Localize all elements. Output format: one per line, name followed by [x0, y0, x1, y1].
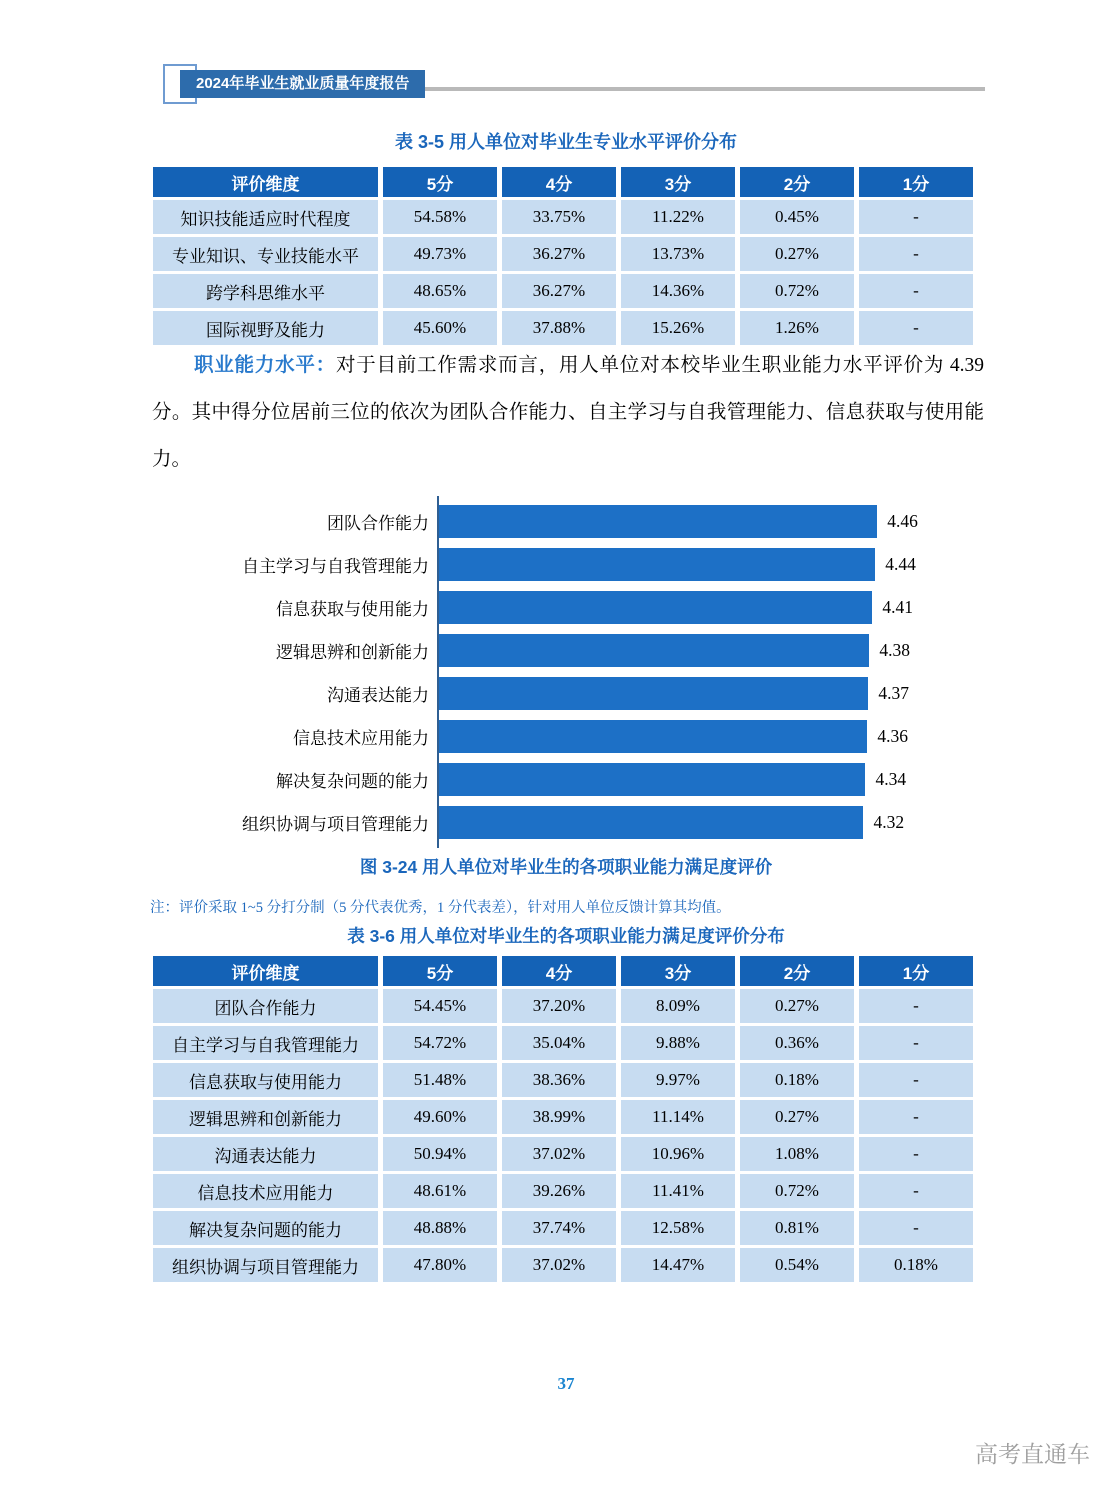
row-label: 跨学科思维水平	[153, 274, 378, 308]
row-label: 团队合作能力	[153, 989, 378, 1023]
chart-value-label: 4.32	[873, 812, 905, 832]
cell-value: 0.27%	[740, 1100, 854, 1134]
cell-value: 0.18%	[859, 1248, 973, 1282]
chart-bar-area	[439, 634, 910, 667]
table-row	[153, 1211, 973, 1245]
cell-value: 39.26%	[502, 1174, 616, 1208]
chart-category-label: 解决复杂问题的能力	[276, 772, 429, 791]
table-3-6-title: 表 3-6 用人单位对毕业生的各项职业能力满足度评价分布	[347, 926, 785, 946]
page-number: 37	[557, 1374, 575, 1393]
chart-bar-area	[439, 505, 918, 538]
column-header: 3分	[621, 167, 735, 197]
cell-value: 48.65%	[383, 274, 497, 308]
row-label: 国际视野及能力	[153, 311, 378, 345]
cell-value: 35.04%	[502, 1026, 616, 1060]
chart-value-label: 4.44	[885, 554, 916, 574]
figure-3-24-caption: 图 3-24 用人单位对毕业生的各项职业能力满足度评价	[359, 857, 773, 877]
cell-value: -	[859, 1026, 973, 1060]
cell-value: 0.72%	[740, 274, 854, 308]
cell-value: 37.20%	[502, 989, 616, 1023]
table-row	[153, 1100, 973, 1134]
chart-category-label: 团队合作能力	[327, 514, 429, 533]
column-header: 1分	[859, 956, 973, 986]
row-label: 解决复杂问题的能力	[153, 1211, 378, 1245]
column-header: 4分	[502, 167, 616, 197]
column-header: 1分	[859, 167, 973, 197]
chart-category-label: 信息技术应用能力	[293, 729, 429, 748]
cell-value: 9.97%	[621, 1063, 735, 1097]
cell-value: 0.81%	[740, 1211, 854, 1245]
chart-bar-area	[439, 548, 916, 581]
table-header-row	[153, 956, 973, 986]
table-row	[153, 1063, 973, 1097]
cell-value: 47.80%	[383, 1248, 497, 1282]
table-row	[153, 989, 973, 1023]
chart-bar	[439, 634, 869, 667]
column-header: 2分	[740, 167, 854, 197]
chart-category-label: 信息获取与使用能力	[276, 600, 429, 619]
header-rule	[420, 87, 985, 91]
cell-value: -	[859, 274, 973, 308]
cell-value: 0.36%	[740, 1026, 854, 1060]
chart-y-axis-line	[437, 496, 439, 848]
row-label: 知识技能适应时代程度	[153, 200, 378, 234]
chart-rows	[152, 500, 962, 844]
chart-value-label: 4.38	[879, 640, 910, 660]
chart-value-label: 4.34	[875, 769, 907, 789]
cell-value: 13.73%	[621, 237, 735, 271]
cell-value: 54.58%	[383, 200, 497, 234]
row-label: 组织协调与项目管理能力	[153, 1248, 378, 1282]
cell-value: 11.41%	[621, 1174, 735, 1208]
cell-value: 48.88%	[383, 1211, 497, 1245]
cell-value: 0.72%	[740, 1174, 854, 1208]
career-ability-bar-chart	[152, 500, 962, 844]
chart-bar	[439, 763, 865, 796]
chart-category-label: 自主学习与自我管理能力	[242, 557, 429, 576]
chart-value-label: 4.46	[887, 511, 918, 531]
cell-value: -	[859, 1137, 973, 1171]
cell-value: -	[859, 200, 973, 234]
cell-value: 49.60%	[383, 1100, 497, 1134]
paragraph-body: 对于目前工作需求而言，用人单位对本校毕业生职业能力水平评价为 4.39 分。其中得分位居前三位的依次为团队合作能力、自主学习与自我管理能力、信息获取与使用能力。	[152, 355, 984, 470]
cell-value: 11.22%	[621, 200, 735, 234]
table-row	[153, 311, 973, 345]
row-label: 信息获取与使用能力	[153, 1063, 378, 1097]
cell-value: 49.73%	[383, 237, 497, 271]
column-header: 5分	[383, 167, 497, 197]
report-title-banner: 2024年毕业生就业质量年度报告	[180, 70, 425, 98]
cell-value: -	[859, 311, 973, 345]
cell-value: -	[859, 237, 973, 271]
cell-value: 15.26%	[621, 311, 735, 345]
cell-value: 54.72%	[383, 1026, 497, 1060]
column-header: 5分	[383, 956, 497, 986]
cell-value: 37.02%	[502, 1248, 616, 1282]
table-3-6	[148, 953, 978, 1285]
row-label: 逻辑思辨和创新能力	[153, 1100, 378, 1134]
paragraph-career-ability	[152, 342, 984, 483]
cell-value: 36.27%	[502, 274, 616, 308]
paragraph-lead: 职业能力水平：	[194, 355, 336, 376]
cell-value: 0.27%	[740, 237, 854, 271]
table-header-row	[153, 167, 973, 197]
table-3-5-title: 表 3-5 用人单位对毕业生专业水平评价分布	[394, 132, 738, 152]
cell-value: 54.45%	[383, 989, 497, 1023]
table-row	[153, 1026, 973, 1060]
row-label: 自主学习与自我管理能力	[153, 1026, 378, 1060]
cell-value: 1.26%	[740, 311, 854, 345]
table-row	[153, 1137, 973, 1171]
cell-value: 50.94%	[383, 1137, 497, 1171]
chart-bar-row	[152, 758, 962, 801]
cell-value: 36.27%	[502, 237, 616, 271]
chart-category-label: 沟通表达能力	[327, 686, 429, 705]
cell-value: 1.08%	[740, 1137, 854, 1171]
table-row	[153, 1248, 973, 1282]
chart-bar-row	[152, 586, 962, 629]
row-label: 专业知识、专业技能水平	[153, 237, 378, 271]
row-label: 沟通表达能力	[153, 1137, 378, 1171]
chart-bar	[439, 505, 877, 538]
cell-value: 10.96%	[621, 1137, 735, 1171]
column-header: 4分	[502, 956, 616, 986]
chart-bar-row	[152, 672, 962, 715]
cell-value: 33.75%	[502, 200, 616, 234]
chart-bar	[439, 806, 863, 839]
cell-value: 48.61%	[383, 1174, 497, 1208]
table-3-5	[148, 164, 978, 348]
chart-bar-row	[152, 715, 962, 758]
column-header: 2分	[740, 956, 854, 986]
cell-value: 14.36%	[621, 274, 735, 308]
chart-bar	[439, 591, 872, 624]
cell-value: 14.47%	[621, 1248, 735, 1282]
chart-category-label: 逻辑思辨和创新能力	[276, 643, 429, 662]
cell-value: 37.74%	[502, 1211, 616, 1245]
row-label: 信息技术应用能力	[153, 1174, 378, 1208]
chart-bar-area	[439, 591, 913, 624]
cell-value: 38.99%	[502, 1100, 616, 1134]
chart-value-label: 4.41	[882, 597, 913, 617]
chart-bar	[439, 720, 867, 753]
chart-category-label: 组织协调与项目管理能力	[242, 815, 429, 834]
chart-bar-area	[439, 806, 905, 839]
column-header: 评价维度	[153, 167, 378, 197]
chart-bar	[439, 677, 868, 710]
table-row	[153, 200, 973, 234]
cell-value: 37.88%	[502, 311, 616, 345]
chart-bar-row	[152, 801, 962, 844]
chart-bar-row	[152, 500, 962, 543]
cell-value: 37.02%	[502, 1137, 616, 1171]
chart-bar-area	[439, 677, 910, 710]
cell-value: 12.58%	[621, 1211, 735, 1245]
cell-value: -	[859, 989, 973, 1023]
cell-value: -	[859, 1063, 973, 1097]
figure-note: 注：评价采取 1~5 分打分制（5 分代表优秀，1 分代表差），针对用人单位反馈计算其均值。	[150, 900, 731, 916]
cell-value: 0.54%	[740, 1248, 854, 1282]
cell-value: 9.88%	[621, 1026, 735, 1060]
cell-value: 0.18%	[740, 1063, 854, 1097]
cell-value: -	[859, 1100, 973, 1134]
chart-bar-area	[439, 720, 909, 753]
cell-value: 8.09%	[621, 989, 735, 1023]
cell-value: 11.14%	[621, 1100, 735, 1134]
cell-value: 0.27%	[740, 989, 854, 1023]
chart-value-label: 4.37	[878, 683, 910, 703]
cell-value: -	[859, 1174, 973, 1208]
table-row	[153, 274, 973, 308]
table-row	[153, 237, 973, 271]
column-header: 评价维度	[153, 956, 378, 986]
chart-bar-row	[152, 629, 962, 672]
chart-bar-area	[439, 763, 907, 796]
chart-value-label: 4.36	[877, 726, 909, 746]
cell-value: 0.45%	[740, 200, 854, 234]
watermark: 高考直通车	[975, 1441, 1090, 1467]
table-row	[153, 1174, 973, 1208]
cell-value: -	[859, 1211, 973, 1245]
cell-value: 38.36%	[502, 1063, 616, 1097]
chart-bar	[439, 548, 875, 581]
column-header: 3分	[621, 956, 735, 986]
cell-value: 51.48%	[383, 1063, 497, 1097]
cell-value: 45.60%	[383, 311, 497, 345]
chart-bar-row	[152, 543, 962, 586]
